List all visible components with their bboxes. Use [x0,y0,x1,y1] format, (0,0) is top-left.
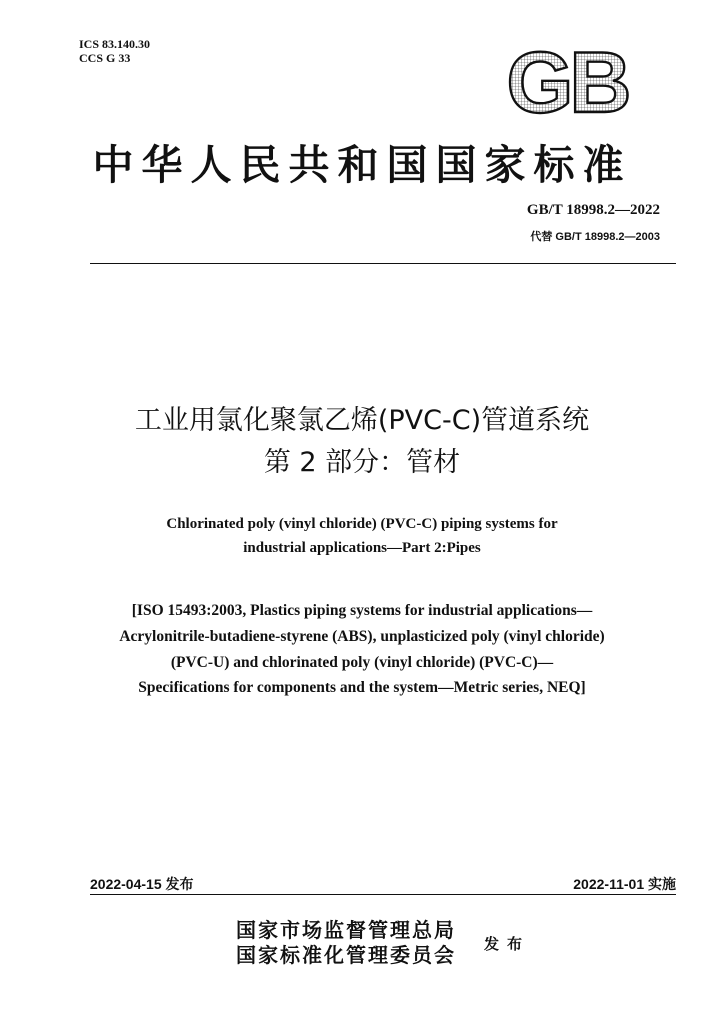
iso-reference-line-4: Specifications for components and the system—Metric series, NEQ] [138,679,586,696]
iso-reference-line-2: Acrylonitrile-butadiene-styrene (ABS), unplasticized poly (vinyl chloride) [119,628,605,645]
gb-logo [494,44,640,118]
date-row [90,874,676,894]
ics-code: ICS 83.140.30 [79,37,151,51]
standard-number: GB/T 18998.2—2022 [526,202,660,218]
issuer-sac: 国家标准化管理委员会 [236,943,456,967]
chinese-title-line-2: 第 2 部分：管材 [263,447,461,478]
footer-divider [90,894,676,895]
header-divider [90,263,676,264]
english-title-line-2: industrial applications—Part 2:Pipes [243,540,481,556]
replaced-standard: 代替 GB/T 18998.2—2003 [530,231,660,243]
chinese-title-line-1: 工业用氯化聚氯乙烯(PVC-C)管道系统 [134,405,590,436]
standard-category-title: 中华人民共和国国家标准 [92,141,632,189]
implementation-date: 2022-11-01 实施 [573,876,676,892]
issuing-organizations [236,918,456,968]
iso-reference-line-1: [ISO 15493:2003, Plastics piping systems for industrial applications— [131,602,593,619]
issuer-samr: 国家市场监督管理总局 [236,918,456,942]
publish-label: 发布 [484,935,531,953]
issue-date: 2022-04-15 发布 [90,876,194,892]
classification-codes [79,37,150,65]
gb-logo-text: GB [506,44,628,118]
english-title-line-1: Chlorinated poly (vinyl chloride) (PVC-C) piping systems for [166,516,558,532]
ccs-code: CCS G 33 [79,51,131,65]
iso-reference-line-3: (PVC-U) and chlorinated poly (vinyl chloride) (PVC-C)— [170,654,554,671]
